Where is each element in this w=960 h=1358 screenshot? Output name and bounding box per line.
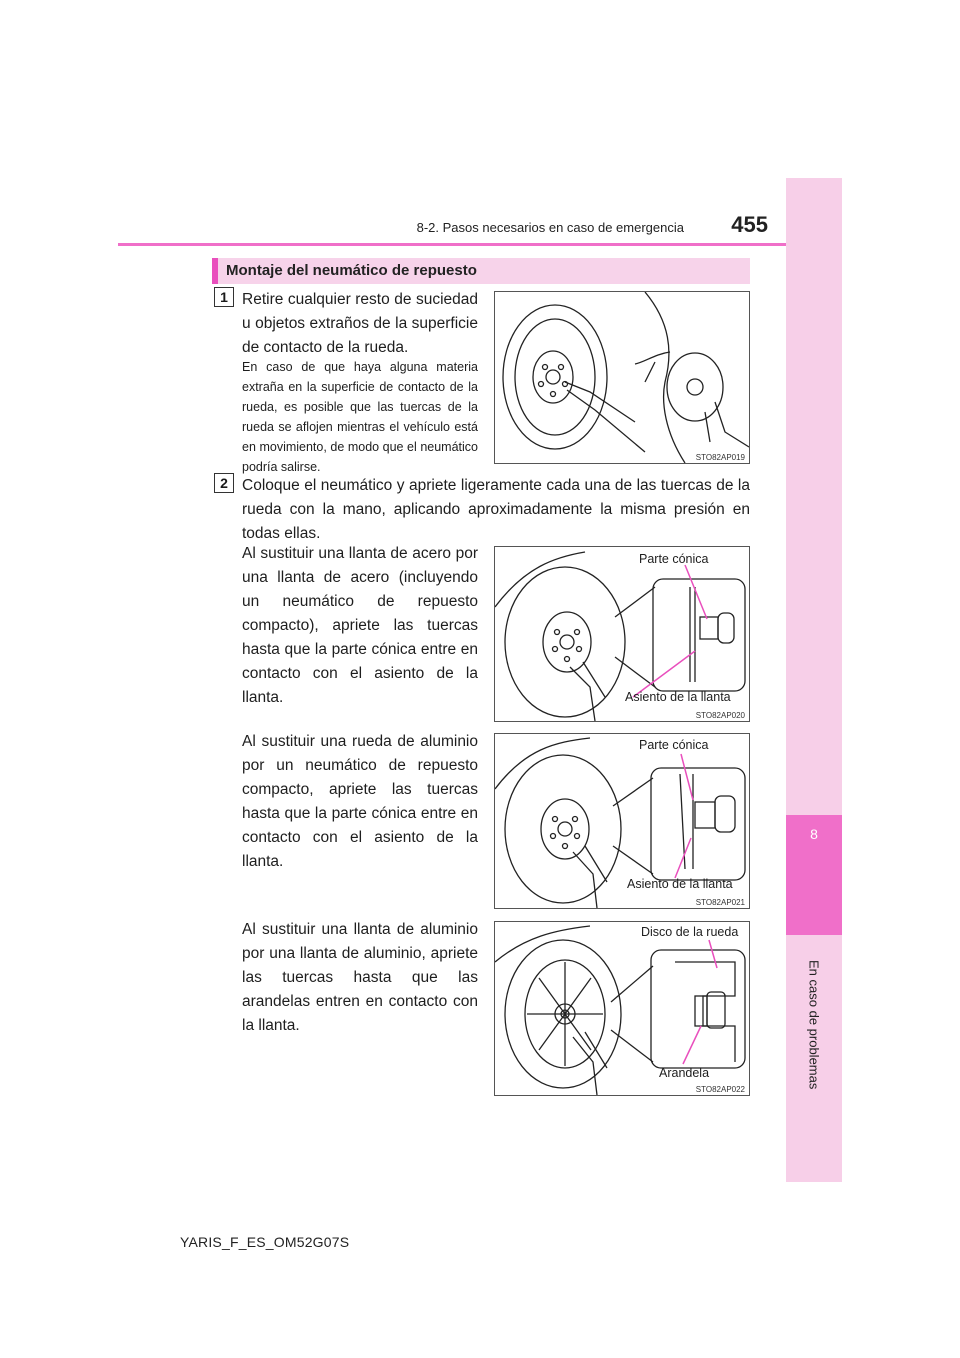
figure-aluminum-to-compact bbox=[494, 733, 750, 909]
figure-steel-rim bbox=[494, 546, 750, 722]
case-1-text: Al sustituir una llanta de acero por una llanta de acero (incluyendo un neumático de repuesto compacto), apriete las tuercas hasta que la parte cónica entre en contacto con el asiento de la llanta. bbox=[242, 545, 478, 706]
callout-rim-seat: Asiento de la llanta bbox=[627, 877, 733, 891]
callout-rim-seat: Asiento de la llanta bbox=[625, 690, 731, 704]
figure-code-019: STO82AP019 bbox=[695, 453, 745, 462]
heading-accent-bar bbox=[212, 258, 218, 284]
aluminum-aluminum-illustration bbox=[495, 922, 749, 1095]
chapter-number: 8 bbox=[810, 826, 818, 842]
step-1-text: Retire cualquier resto de suciedad u objetos extraños de la superficie de contacto de la rueda. bbox=[242, 291, 478, 356]
callout-conical-part: Parte cónica bbox=[639, 738, 709, 752]
page-number: 455 bbox=[731, 212, 768, 237]
section-heading-text: Montaje del neumático de repuesto bbox=[226, 262, 477, 279]
callout-wheel-disc: Disco de la rueda bbox=[641, 925, 739, 939]
footer-doc-code: YARIS_F_ES_OM52G07S bbox=[180, 1234, 350, 1250]
step-1-note: En caso de que haya alguna materia extraña en la superficie de contacto de la rueda, es posible que las tuercas de la rueda se aflojen mientras el vehículo está en movimiento, de modo que el neumático podría salirse. bbox=[242, 360, 478, 474]
case-3-text: Al sustituir una llanta de aluminio por una llanta de aluminio, apriete las tuercas hasta que las arandelas entren en contacto con la llanta. bbox=[242, 921, 478, 1034]
figure-code-020: STO82AP020 bbox=[695, 711, 745, 720]
chapter-title: En caso de problemas bbox=[806, 960, 822, 1090]
step-badge-2: 2 bbox=[214, 473, 234, 493]
header-rule bbox=[118, 243, 786, 246]
callout-washer: Arandela bbox=[659, 1066, 710, 1080]
chapter-title-vertical bbox=[788, 960, 840, 1180]
section-heading bbox=[212, 258, 750, 284]
clean-hub-illustration bbox=[495, 292, 749, 463]
figure-code-022: STO82AP022 bbox=[695, 1085, 745, 1094]
figure-code-021: STO82AP021 bbox=[695, 898, 745, 907]
callout-conical-part: Parte cónica bbox=[639, 552, 709, 566]
figure-aluminum-to-aluminum bbox=[494, 921, 750, 1096]
step-badge-1: 1 bbox=[214, 287, 234, 307]
step-2-text: Coloque el neumático y apriete ligeramente cada una de las tuercas de la rueda con la mano, aplicando aproximadamente la misma presión en todas ellas. bbox=[242, 477, 750, 542]
header-section-title: 8-2. Pasos necesarios en caso de emergencia bbox=[416, 220, 684, 235]
figure-clean-hub bbox=[494, 291, 750, 464]
case-2-text: Al sustituir una rueda de aluminio por un neumático de repuesto compacto, apriete las tuercas hasta que la parte cónica entre en contacto con el asiento de la llanta. bbox=[242, 733, 478, 870]
